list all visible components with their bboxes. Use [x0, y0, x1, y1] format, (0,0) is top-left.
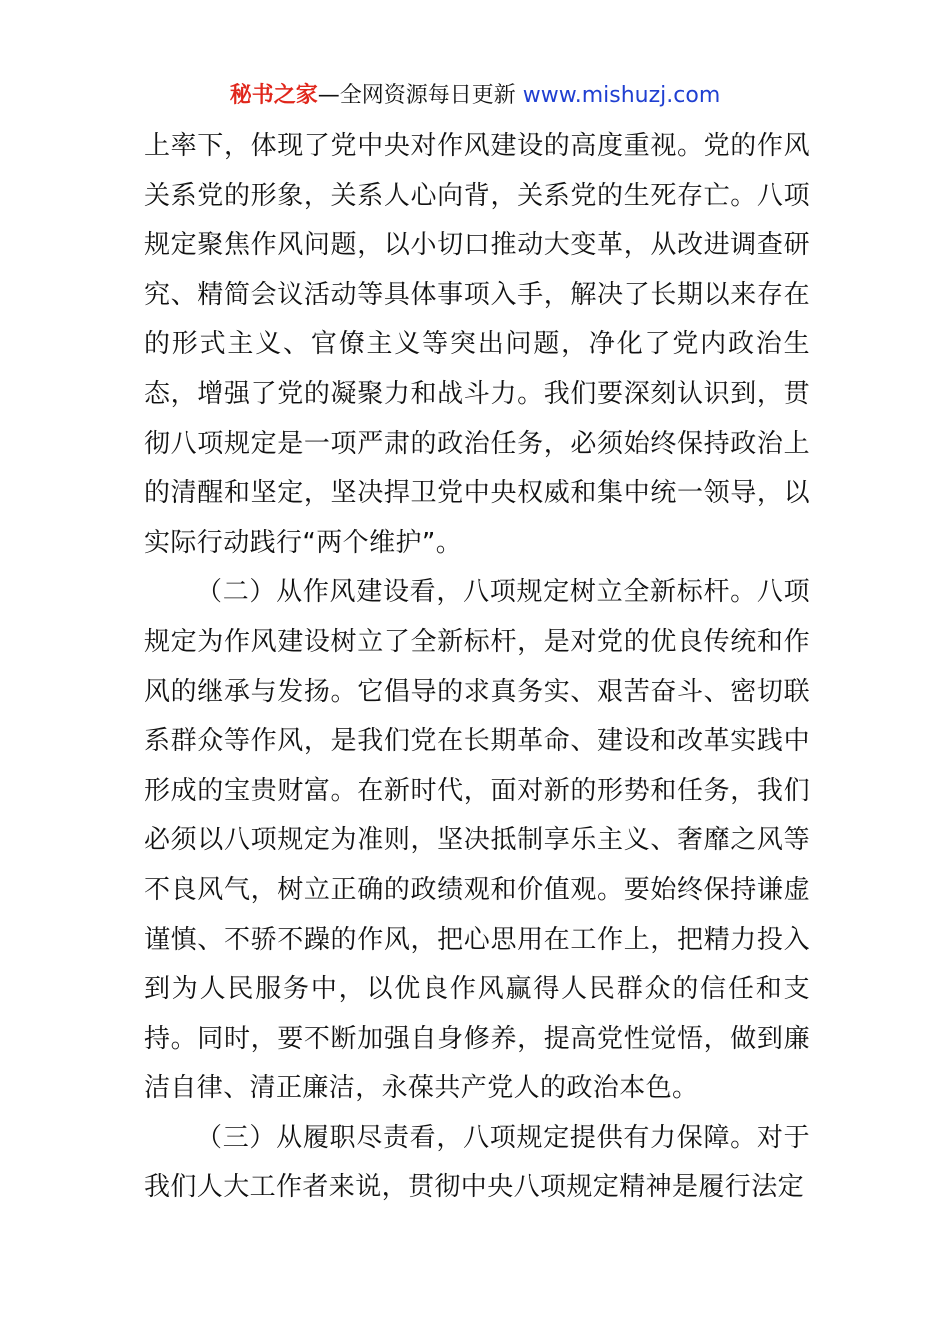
header-tagline: —全网资源每日更新: [317, 83, 523, 108]
site-header: [0, 78, 950, 114]
header-brand: 秘书之家: [229, 83, 318, 108]
paragraph-3: （三）从履职尽责看，八项规定提供有力保障。对于我们人大工作者来说，贯彻中央八项规定精神是履行法定: [144, 1122, 810, 1203]
paragraph-1: 上率下，体现了党中央对作风建设的高度重视。党的作风关系党的形象，关系人心向背，关系党的生死存亡。八项规定聚焦作风问题，以小切口推动大变革，从改进调查研究、精简会议活动等具体事项入手，解决了长期以来存在的形式主义、官僚主义等突出问题，净化了党内政治生态，增强了党的凝聚力和战斗力。我们要深刻认识到，贯彻八项规定是一项严肃的政治任务，必须始终保持政治上的清醒和坚定，坚决捍卫党中央权威和集中统一领导，以实际行动践行“两个维护”。: [144, 131, 810, 558]
header-url-link[interactable]: www.mishuzj.com: [522, 83, 721, 108]
document-body: [144, 122, 810, 1213]
paragraph-2: （二）从作风建设看，八项规定树立全新标杆。八项规定为作风建设树立了全新标杆，是对党的优良传统和作风的继承与发扬。它倡导的求真务实、艰苦奋斗、密切联系群众等作风，是我们党在长期革命、建设和改革实践中形成的宝贵财富。在新时代，面对新的形势和任务，我们必须以八项规定为准则，坚决抵制享乐主义、奢靡之风等不良风气，树立正确的政绩观和价值观。要始终保持谦虚谨慎、不骄不躁的作风，把心思用在工作上，把精力投入到为人民服务中，以优良作风赢得人民群众的信任和支持。同时，要不断加强自身修养，提高党性觉悟，做到廉洁自律、清正廉洁，永葆共产党人的政治本色。: [144, 577, 810, 1104]
